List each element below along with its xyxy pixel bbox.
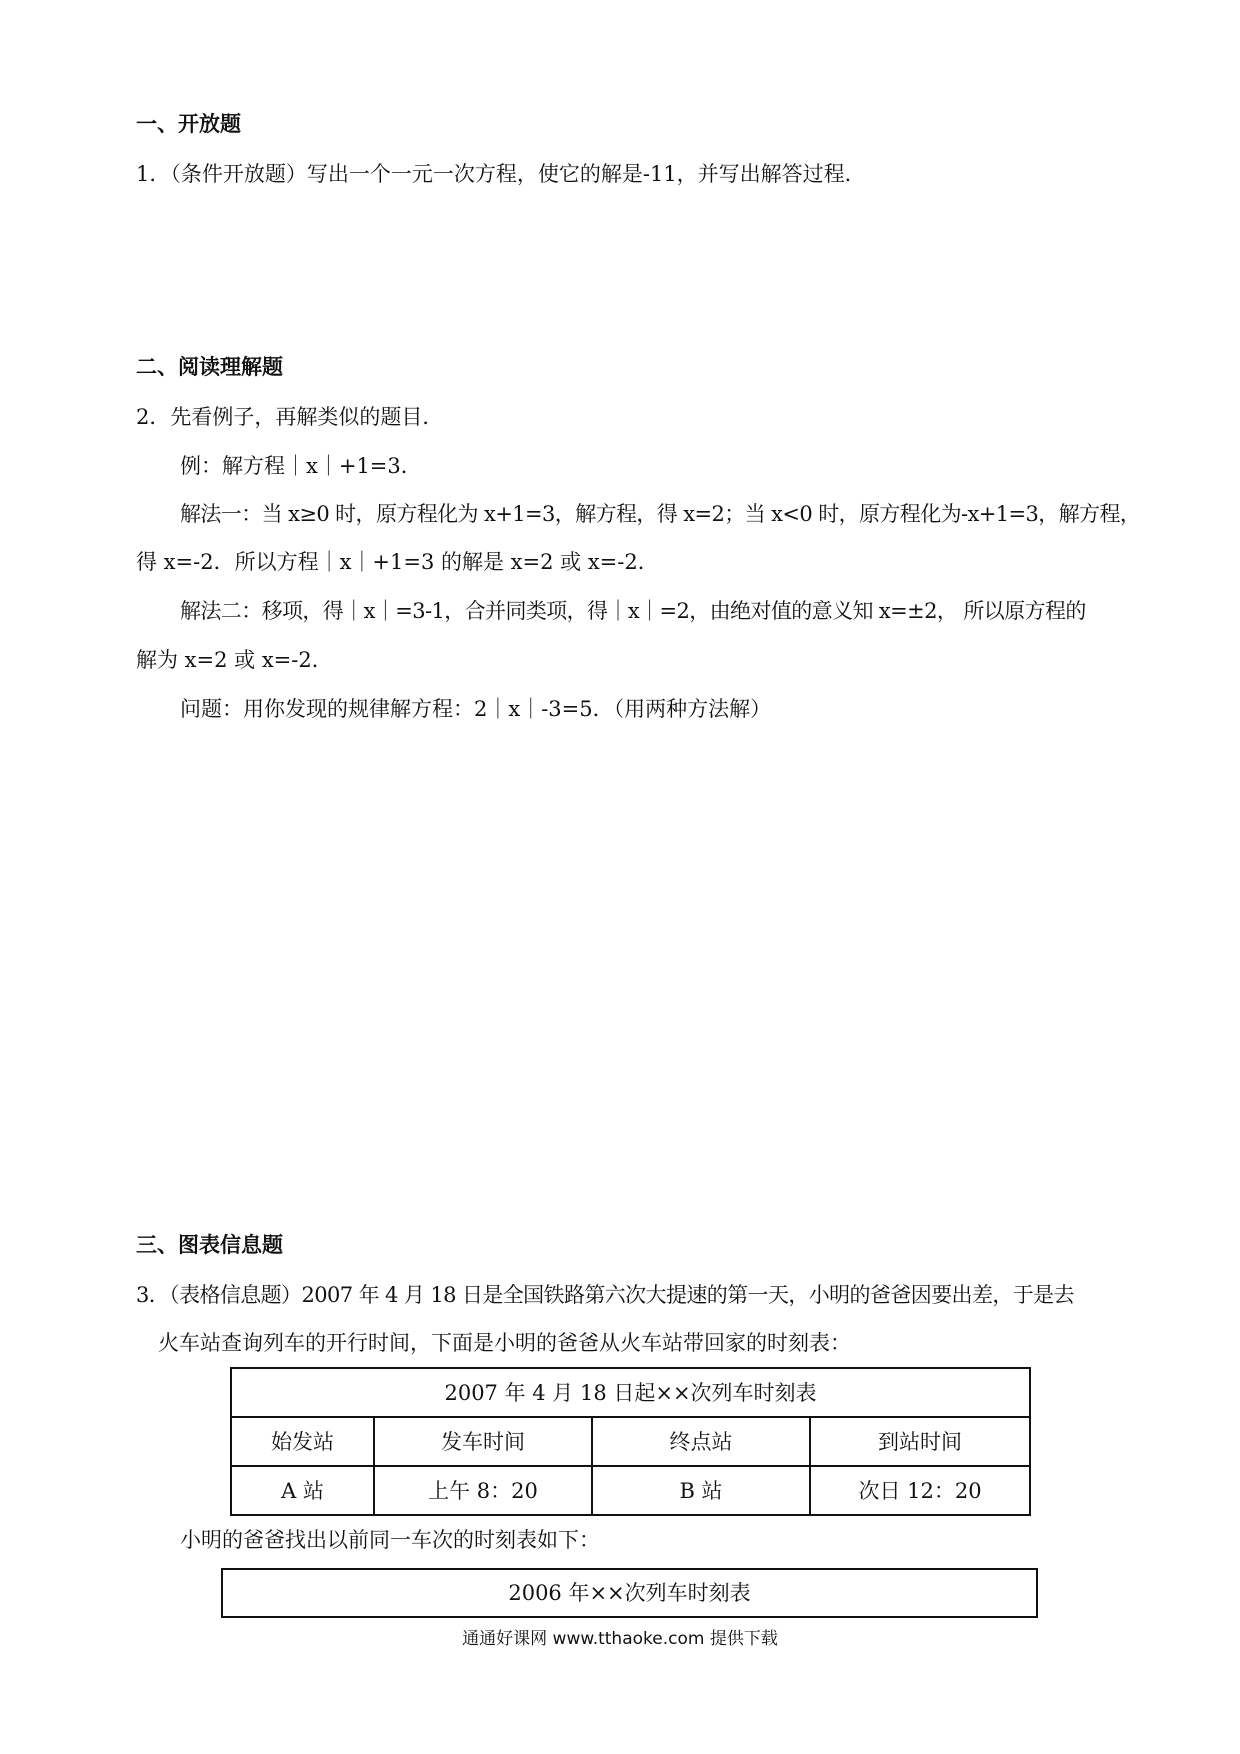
timetable-2006-title: 2006 年××次列车时刻表 <box>222 1569 1037 1617</box>
timetable-2007 <box>230 1367 1031 1516</box>
section-3-heading: 三、图表信息题 <box>136 1233 283 1257</box>
timetable-2007-title: 2007 年 4 月 18 日起××次列车时刻表 <box>231 1368 1030 1417</box>
cell-departure-time: 上午 8：20 <box>374 1466 592 1515</box>
question-2-problem: 问题：用你发现的规律解方程：2｜x｜-3=5．（用两种方法解） <box>180 697 772 721</box>
between-tables-text: 小明的爸爸找出以前同一车次的时刻表如下： <box>180 1528 600 1552</box>
header-departure-station: 始发站 <box>231 1417 374 1466</box>
method-1-line-1: 解法一：当 x≥0 时，原方程化为 x+1=3，解方程，得 x=2；当 x<0 时，原方程化为-x+1=3，解方程， <box>180 502 1141 526</box>
question-3-line-1: 3．（表格信息题）2007 年 4 月 18 日是全国铁路第六次大提速的第一天，小明的爸爸因要出差，于是去 <box>136 1283 1074 1307</box>
section-1-heading: 一、开放题 <box>136 112 241 136</box>
header-departure-time: 发车时间 <box>374 1417 592 1466</box>
cell-terminal-station: B 站 <box>592 1466 810 1515</box>
header-terminal-station: 终点站 <box>592 1417 810 1466</box>
header-arrival-time: 到站时间 <box>810 1417 1030 1466</box>
example-text: 例：解方程｜x｜+1=3． <box>180 454 422 478</box>
method-2-line-1: 解法二：移项，得｜x｜=3-1，合并同类项，得｜x｜=2，由绝对值的意义知 x=±2， 所以原方程的 <box>180 599 1086 623</box>
method-1-line-2: 得 x=-2．所以方程｜x｜+1=3 的解是 x=2 或 x=-2． <box>136 550 659 574</box>
cell-arrival-time: 次日 12：20 <box>810 1466 1030 1515</box>
cell-departure-station: A 站 <box>231 1466 374 1515</box>
question-2-intro: 2．先看例子，再解类似的题目． <box>136 405 444 429</box>
method-2-line-2: 解为 x=2 或 x=-2． <box>136 648 333 672</box>
timetable-2006 <box>221 1568 1038 1618</box>
page-footer: 通通好课网 www.tthaoke.com 提供下载 <box>462 1629 778 1649</box>
question-3-line-2: 火车站查询列车的开行时间，下面是小明的爸爸从火车站带回家的时刻表： <box>158 1331 851 1355</box>
section-2-heading: 二、阅读理解题 <box>136 355 283 379</box>
question-1-text: 1．（条件开放题）写出一个一元一次方程，使它的解是-11，并写出解答过程． <box>136 162 866 186</box>
